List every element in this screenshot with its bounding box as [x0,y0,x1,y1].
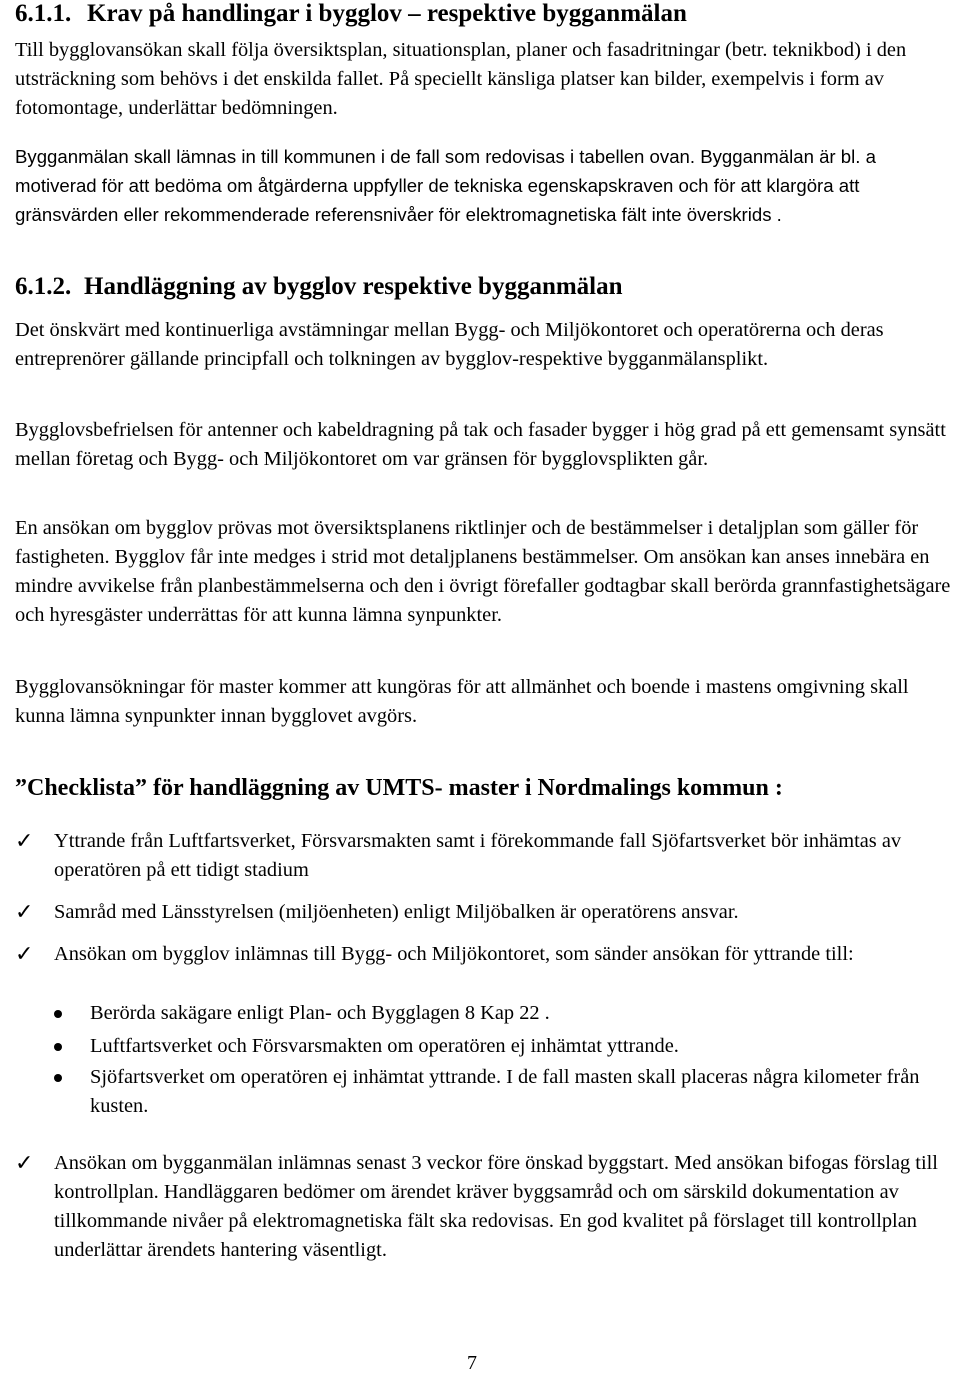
checklist-title: ”Checklista” för handläggning av UMTS- master i Nordmalings kommun : [15,775,783,801]
paragraph-kungorelse: Bygglovansökningar för master kommer att kungöras för att allmänhet och boende i mastens omgivning skall kunna lämna synpunkter innan bygglovet avgörs. [15,676,909,727]
paragraph-bygganmalan: Bygganmälan skall lämnas in till kommunen i de fall som redovisas i tabellen ovan. Bygganmälan är bl. a motiverad för att bedöma om åtgärderna uppfyller de tekniska egenskapskraven och för att klargöra att gränsvärden eller rekommenderade referensnivåer för elektromagnetiska fält inte överskrids . [15,146,876,225]
checklist-item-text: Yttrande från Luftfartsverket, Försvarsmakten samt i förekommande fall Sjöfartsverket bör inhämtas av operatören på ett tidigt stadium [54,830,902,881]
bullet-icon [54,1074,62,1082]
bullet-icon [54,1043,62,1051]
bullet-icon [54,1010,62,1018]
section-title: Krav på handlingar i bygglov – respektive bygganmälan [87,0,687,27]
section-number: 6.1.2. [15,273,72,300]
checkmark-icon: ✓ [15,1151,34,1176]
section-number: 6.1.1. [15,0,72,27]
page-number: 7 [467,1352,477,1374]
paragraph-bygglovsbefrielse: Bygglovsbefrielsen för antenner och kabeldragning på tak och fasader bygger i hög grad på ett gemensamt synsätt mellan företag och Bygg- och Miljökontoret om var gränsen för bygglovsplikten går. [15,419,946,470]
paragraph-ansokan-provas: En ansökan om bygglov prövas mot översiktsplanens riktlinjer och de bestämmelser i detaljplan som gäller för fastigheten. Bygglov får inte medges i strid mot detaljplanens bestämmelser. Om ansökan kan anses innebära en mindre avvikelse från planbestämmelserna och den i övrigt förefaller godtagbar skall berörda grannfastighetsägare och hyresgäster underrättas för att kunna lämna synpunkter. [15,517,951,626]
checklist-item-text: Samråd med Länsstyrelsen (miljöenheten) enligt Miljöbalken är operatörens ansvar. [54,901,739,923]
paragraph-bygglov-handlingar: Till bygglovansökan skall följa översiktsplan, situationsplan, planer och fasadritningar (betr. teknikbod) i den utsträckning som behövs i det enskilda fallet. På speciellt känsliga platser kan bilder, exempelvis i form av fotomontage, underlättar bedömningen. [15,39,907,119]
list-item-text: Luftfartsverket och Försvarsmakten om operatören ej inhämtat yttrande. [90,1035,679,1057]
checklist-item-text: Ansökan om bygganmälan inlämnas senast 3 veckor före önskad byggstart. Med ansökan bifogas förslag till kontrollplan. Handläggaren bedömer om ärendet kräver byggsamråd och om särskild dokumentation av tillkommande nivåer på elektromagnetiska fält ska redovisas. En god kvalitet på förslaget till kontrollplan underlättar ärendets hantering väsentligt. [54,1152,938,1261]
paragraph-avstamningar: Det önskvärt med kontinuerliga avstämningar mellan Bygg- och Miljökontoret och operatörerna och deras entreprenörer gällande principfall och tolkningen av bygglov-respektive bygganmälansplikt. [15,319,884,370]
section-heading-6-1-1 [15,0,687,28]
checkmark-icon: ✓ [15,900,34,925]
section-heading-6-1-2 [15,273,623,301]
list-item-text: Berörda sakägare enligt Plan- och Bygglagen 8 Kap 22 . [90,1002,550,1024]
section-title: Handläggning av bygglov respektive bygganmälan [84,273,623,300]
checkmark-icon: ✓ [15,829,34,854]
list-item-text: Sjöfartsverket om operatören ej inhämtat yttrande. I de fall masten skall placeras några kilometer från kusten. [90,1066,920,1117]
checklist-item-text: Ansökan om bygglov inlämnas till Bygg- och Miljökontoret, som sänder ansökan för yttrande till: [54,943,854,965]
checkmark-icon: ✓ [15,942,34,967]
